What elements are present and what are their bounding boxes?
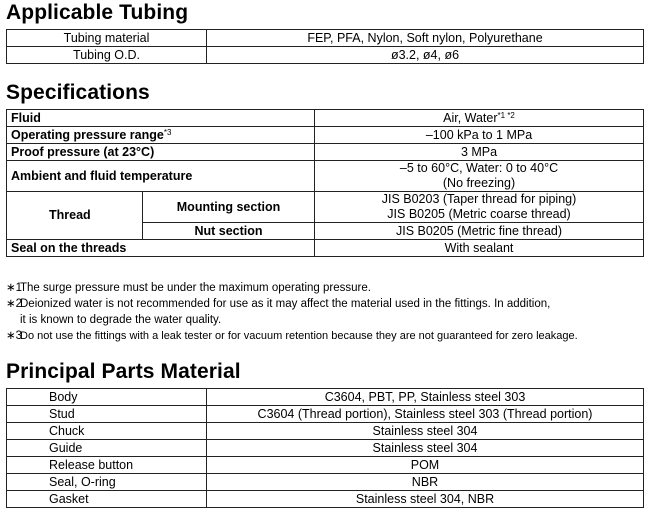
part-name: Chuck [7, 423, 207, 440]
thread-label: Thread [7, 192, 143, 240]
table-row [7, 161, 644, 192]
part-name: Seal, O-ring [7, 474, 207, 491]
part-name: Body [7, 389, 207, 406]
ambient-temperature-value [315, 161, 644, 192]
part-name: Stud [7, 406, 207, 423]
tubing-material-label: Tubing material [7, 30, 207, 47]
table-row [7, 440, 644, 457]
part-material: Stainless steel 304 [207, 423, 644, 440]
part-material: NBR [207, 474, 644, 491]
fluid-note-ref: *1 *2 [497, 110, 515, 120]
fluid-value-text: Air, Water [443, 110, 498, 125]
table-row [7, 406, 644, 423]
seal-label: Seal on the threads [7, 240, 315, 257]
table-row [7, 144, 644, 161]
note-3-text: Do not use the fittings with a leak tester or for vacuum retention because they are not guaranteed for zero leakage. [20, 330, 578, 342]
operating-pressure-note-ref: *3 [163, 127, 172, 137]
tubing-material-value: FEP, PFA, Nylon, Soft nylon, Polyurethane [207, 30, 644, 47]
table-row [7, 110, 644, 127]
principal-parts-heading: Principal Parts Material [6, 360, 241, 383]
note-3 [6, 328, 644, 344]
proof-pressure-label: Proof pressure (at 23°C) [7, 144, 315, 161]
part-material: POM [207, 457, 644, 474]
tubing-od-label: Tubing O.D. [7, 47, 207, 64]
notes [6, 280, 644, 344]
part-material: Stainless steel 304, NBR [207, 491, 644, 508]
note-2-mark: ∗2 [6, 298, 23, 310]
applicable-tubing-table [6, 29, 644, 64]
part-name: Guide [7, 440, 207, 457]
table-row [7, 389, 644, 406]
mounting-section-line1: JIS B0203 (Taper thread for piping) [381, 192, 577, 206]
table-row [7, 474, 644, 491]
part-material: Stainless steel 304 [207, 440, 644, 457]
tubing-od-value: ø3.2, ø4, ø6 [207, 47, 644, 64]
ambient-temperature-line2: (No freezing) [442, 176, 516, 190]
note-1 [6, 280, 644, 296]
table-row [7, 457, 644, 474]
ambient-temperature-label: Ambient and fluid temperature [7, 161, 315, 192]
fluid-value [315, 110, 644, 127]
table-row [7, 127, 644, 144]
note-1-text: The surge pressure must be under the maximum operating pressure. [20, 282, 371, 294]
note-3-mark: ∗3 [6, 330, 23, 342]
proof-pressure-value: 3 MPa [315, 144, 644, 161]
mounting-section-line2: JIS B0205 (Metric coarse thread) [387, 207, 571, 221]
specifications-section [6, 81, 644, 257]
ambient-temperature-line1: –5 to 60°C, Water: 0 to 40°C [399, 161, 559, 175]
table-row [7, 30, 644, 47]
part-material: C3604 (Thread portion), Stainless steel 303 (Thread portion) [207, 406, 644, 423]
applicable-tubing-heading: Applicable Tubing [6, 1, 189, 24]
part-material: C3604, PBT, PP, Stainless steel 303 [207, 389, 644, 406]
specifications-heading: Specifications [6, 81, 150, 104]
nut-section-value: JIS B0205 (Metric fine thread) [315, 223, 644, 240]
seal-value: With sealant [315, 240, 644, 257]
table-row [7, 491, 644, 508]
principal-parts-table [6, 388, 644, 508]
note-2-line2: it is known to degrade the water quality. [20, 314, 222, 326]
fluid-label: Fluid [7, 110, 315, 127]
note-1-mark: ∗1 [6, 282, 23, 294]
part-name: Gasket [7, 491, 207, 508]
table-row [7, 240, 644, 257]
specifications-table [6, 109, 644, 257]
mounting-section-label: Mounting section [143, 192, 315, 223]
operating-pressure-label [7, 127, 315, 144]
nut-section-label: Nut section [143, 223, 315, 240]
operating-pressure-value: –100 kPa to 1 MPa [315, 127, 644, 144]
note-2-line1: Deionized water is not recommended for use as it may affect the material used in the fittings. In addition, [20, 298, 551, 310]
applicable-tubing-section [6, 1, 644, 64]
table-row [7, 47, 644, 64]
note-2 [6, 296, 644, 328]
operating-pressure-label-text: Operating pressure range [11, 127, 164, 142]
principal-parts-section [6, 360, 644, 508]
table-row [7, 192, 644, 223]
part-name: Release button [7, 457, 207, 474]
table-row [7, 423, 644, 440]
mounting-section-value [315, 192, 644, 223]
